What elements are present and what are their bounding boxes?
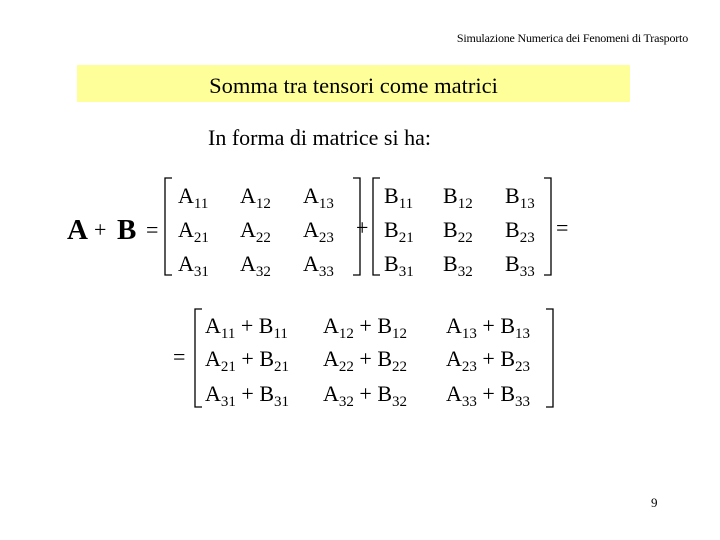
matrix-a-entry-33: A33 <box>303 251 334 280</box>
matrix-b-entry-22: B22 <box>443 217 473 246</box>
course-title-header: Simulazione Numerica dei Fenomeni di Trasporto <box>456 31 688 45</box>
matrix-sum-right-bracket <box>546 309 553 407</box>
matrix-sum-entry-33: A33 + B33 <box>446 381 530 410</box>
matrix-a-entry-11: A11 <box>178 183 209 212</box>
rhs-equals-1: = <box>556 215 569 240</box>
intro-text: In forma di matrice si ha: <box>208 125 431 150</box>
matrix-a-entry-22: A22 <box>240 217 271 246</box>
matrix-sum-entry-31: A31 + B31 <box>205 381 289 410</box>
matrix-b-entry-23: B23 <box>505 217 535 246</box>
lhs-a: A <box>67 214 88 246</box>
matrix-sum-entry-22: A22 + B22 <box>323 346 407 375</box>
matrix-b-entry-13: B13 <box>505 183 535 212</box>
matrix-b-left-bracket <box>373 178 380 275</box>
matrix-a <box>178 183 334 280</box>
matrix-b <box>384 183 535 280</box>
matrix-sum-entry-13: A13 + B13 <box>446 313 530 342</box>
matrix-b-entry-11: B11 <box>384 183 414 212</box>
lhs-plus: + <box>94 217 107 242</box>
matrix-a-left-bracket <box>165 178 172 275</box>
rhs-equals-2: = <box>173 344 186 369</box>
matrix-b-right-bracket <box>544 178 551 275</box>
matrix-sum-left-bracket <box>195 309 202 407</box>
matrix-b-entry-12: B12 <box>443 183 473 212</box>
lhs-equals: = <box>146 217 159 242</box>
matrix-sum-entry-11: A11 + B11 <box>205 313 288 342</box>
page-number: 9 <box>651 495 658 510</box>
lhs-b: B <box>117 214 137 246</box>
matrix-sum <box>205 313 530 410</box>
matrix-a-entry-32: A32 <box>240 251 271 280</box>
matrix-plus: + <box>356 215 369 240</box>
matrix-sum-entry-32: A32 + B32 <box>323 381 407 410</box>
matrix-b-entry-21: B21 <box>384 217 414 246</box>
slide-title: Somma tra tensori come matrici <box>209 72 498 98</box>
matrix-b-entry-31: B31 <box>384 251 414 280</box>
matrix-sum-entry-23: A23 + B23 <box>446 346 530 375</box>
matrix-b-entry-32: B32 <box>443 251 473 280</box>
matrix-a-entry-23: A23 <box>303 217 334 246</box>
matrix-a-entry-31: A31 <box>178 251 209 280</box>
matrix-b-entry-33: B33 <box>505 251 535 280</box>
matrix-a-entry-12: A12 <box>240 183 271 212</box>
matrix-sum-entry-21: A21 + B21 <box>205 346 289 375</box>
matrix-sum-entry-12: A12 + B12 <box>323 313 407 342</box>
matrix-a-entry-13: A13 <box>303 183 334 212</box>
matrix-a-entry-21: A21 <box>178 217 209 246</box>
